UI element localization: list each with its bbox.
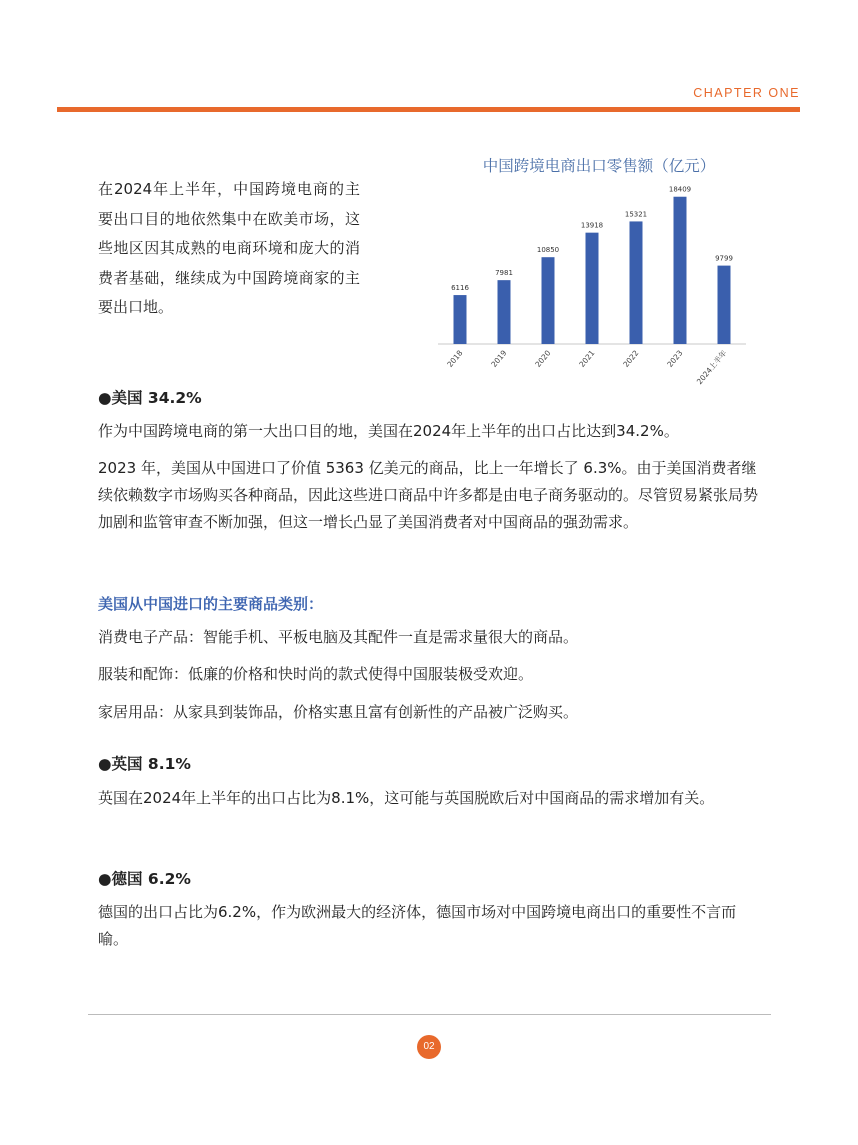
page-number: 02: [417, 1035, 441, 1059]
bar-2019: [498, 280, 511, 344]
bar-2024上半年: [718, 266, 731, 344]
data-label-2018: 6116: [451, 284, 469, 293]
data-label-2022: 15321: [624, 210, 648, 219]
footer-divider: [88, 1014, 771, 1015]
data-label-2023: 18409: [668, 185, 692, 194]
category-item-home: 家居用品：从家具到装饰品，价格实惠且富有创新性的产品被广泛购买。: [98, 703, 579, 721]
category-item-apparel: 服装和配饰：低廉的价格和快时尚的款式使得中国服装极受欢迎。: [98, 665, 534, 683]
x-tick-2018: 2018: [445, 348, 465, 369]
chapter-label: CHAPTER ONE: [693, 86, 800, 100]
uk-paragraph: 英国在2024年上半年的出口占比为8.1%，这可能与英国脱欧后对中国商品的需求增加有关。: [98, 789, 715, 807]
intro-paragraph: 在2024年上半年，中国跨境电商的主要出口目的地依然集中在欧美市场，这些地区因其成熟的电商环境和庞大的消费者基础，继续成为中国跨境商家的主要出口地。: [98, 180, 360, 316]
germany-heading: ●德国 6.2%: [98, 870, 191, 888]
data-label-2021: 13918: [580, 221, 604, 230]
usa-paragraph-1: 作为中国跨境电商的第一大出口目的地，美国在2024年上半年的出口占比达到34.2%。: [98, 422, 679, 440]
x-tick-2023: 2023: [665, 348, 685, 369]
uk-heading: ●英国 8.1%: [98, 755, 191, 773]
bar-2021: [586, 233, 599, 344]
usa-heading: ●美国 34.2%: [98, 389, 202, 407]
categories-heading: 美国从中国进口的主要商品类别：: [98, 595, 324, 613]
bar-2018: [454, 295, 467, 344]
x-tick-2024上半年: 2024上半年: [694, 348, 729, 387]
data-label-2020: 10850: [536, 246, 560, 255]
x-tick-2022: 2022: [621, 348, 641, 369]
germany-paragraph: 德国的出口占比为6.2%，作为欧洲最大的经济体，德国市场对中国跨境电商出口的重要性不言而喻。: [98, 903, 737, 948]
bar-chart: [430, 180, 760, 390]
category-item-electronics: 消费电子产品：智能手机、平板电脑及其配件一直是需求量很大的商品。: [98, 628, 579, 646]
bar-2022: [630, 221, 643, 344]
x-tick-2020: 2020: [533, 348, 553, 369]
data-label-2019: 7981: [495, 269, 513, 278]
bar-2023: [674, 197, 687, 344]
chart-title: 中国跨境电商出口零售额（亿元）: [482, 157, 716, 175]
x-tick-2019: 2019: [489, 348, 509, 369]
bar-2020: [542, 257, 555, 344]
x-tick-2021: 2021: [577, 348, 597, 369]
header-divider: [57, 107, 800, 112]
data-label-2024上半年: 9799: [715, 254, 733, 263]
usa-paragraph-2: 2023 年，美国从中国进口了价值 5363 亿美元的商品，比上一年增长了 6.3%。由于美国消费者继续依赖数字市场购买各种商品，因此这些进口商品中许多都是由电子商务驱动的。尽管贸易紧张局势加剧和监管审查不断加强，但这一增长凸显了美国消费者对中国商品的强劲需求。: [98, 459, 759, 531]
